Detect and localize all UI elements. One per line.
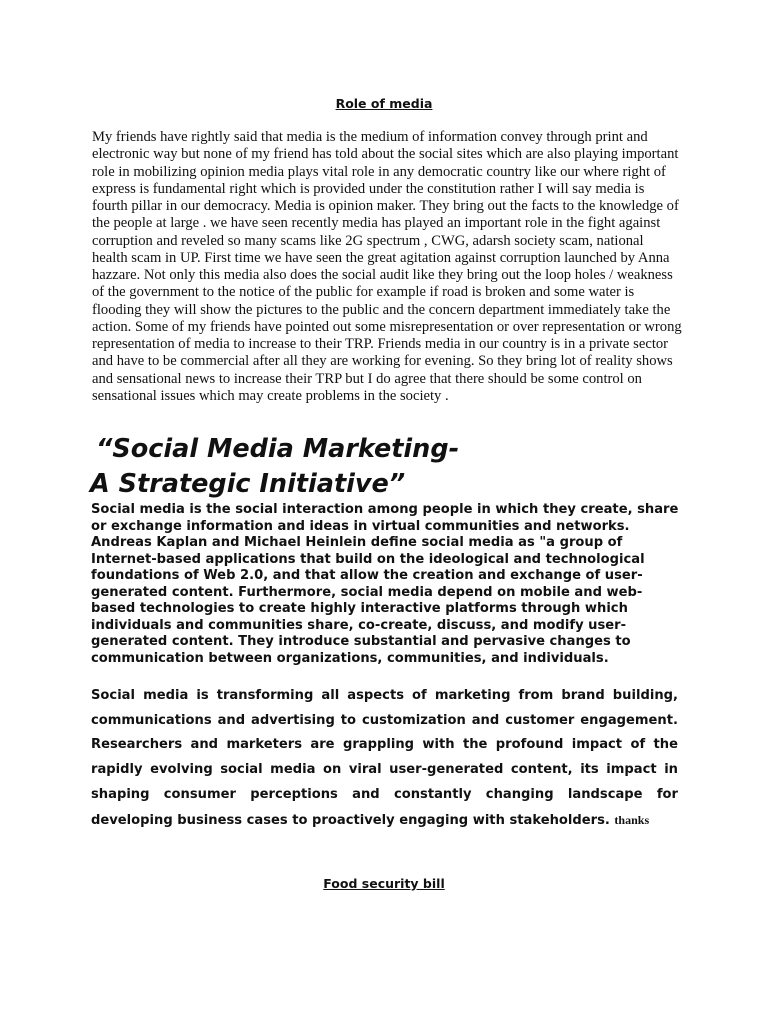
role-of-media-paragraph: My friends have rightly said that media is the medium of information convey through print and electronic way but none of my friend has told about the social sites which are also playing important role in mobilizing opinion media plays vital role in any democratic country like our where right of express is fundamental right which is provided under the constitution rather I will say media is fourth pillar in our democracy. Media is opinion maker. They bring out the facts to the knowledge of the people at large . we have seen recently media has played an important role in the fight against corruption and reveled so many scams like 2G spectrum , CWG, adarsh society scam, national health scam in UP. First time we have seen the great agitation against corruption launched by Anna hazzare. Not only this media also does the social audit like they bring out the loop holes / weakness of the government to the notice of the public for example if road is broken and some water is flooding they will show the pictures to the public and the concern department immediately take the action. Some of my friends have pointed out some misrepresentation or over representation or wrong representation of media to increase to their TRP. Friends media in our country is in a private sector and have to be commercial after all they are working for evening. So they bring lot of reality shows and sensational news to increase their TRP but I do agree that there should be some control on sensational issues which may create problems in the society .: [92, 129, 682, 404]
title-line-2: A Strategic Initiative”: [90, 469, 406, 499]
social-media-definition-paragraph: Social media is the social interaction among people in which they create, share or exchange information and ideas in virtual communities and networks. Andreas Kaplan and Michael Heinlein define social media as "a group of Internet-based applications that build on the ideological and technological foundations of Web 2.0, and that allow the creation and exchange of user-generated content. Furthermore, social media depend on mobile and web-based technologies to create highly interactive platforms through which individuals and communities share, co-create, discuss, and modify user-generated content. They introduce substantial and pervasive changes to communication between organizations, communities, and individuals.: [91, 502, 679, 666]
social-media-marketing-paragraph: [91, 684, 678, 833]
thanks-text: thanks: [614, 812, 650, 827]
social-media-marketing-title: [90, 432, 459, 502]
food-security-bill-heading: Food security bill: [323, 876, 445, 891]
role-of-media-heading: Role of media: [335, 96, 433, 111]
title-line-1: “Social Media Marketing-: [96, 434, 460, 464]
marketing-paragraph-text: Social media is transforming all aspects of marketing from brand building, communications and advertising to customization and customer engagement. Researchers and marketers are grappling with the profound impact of the rapidly evolving social media on viral user-generated content, its impact in shaping consumer perceptions and constantly changing landscape for developing business cases to proactively engaging with stakeholders.: [91, 688, 678, 828]
